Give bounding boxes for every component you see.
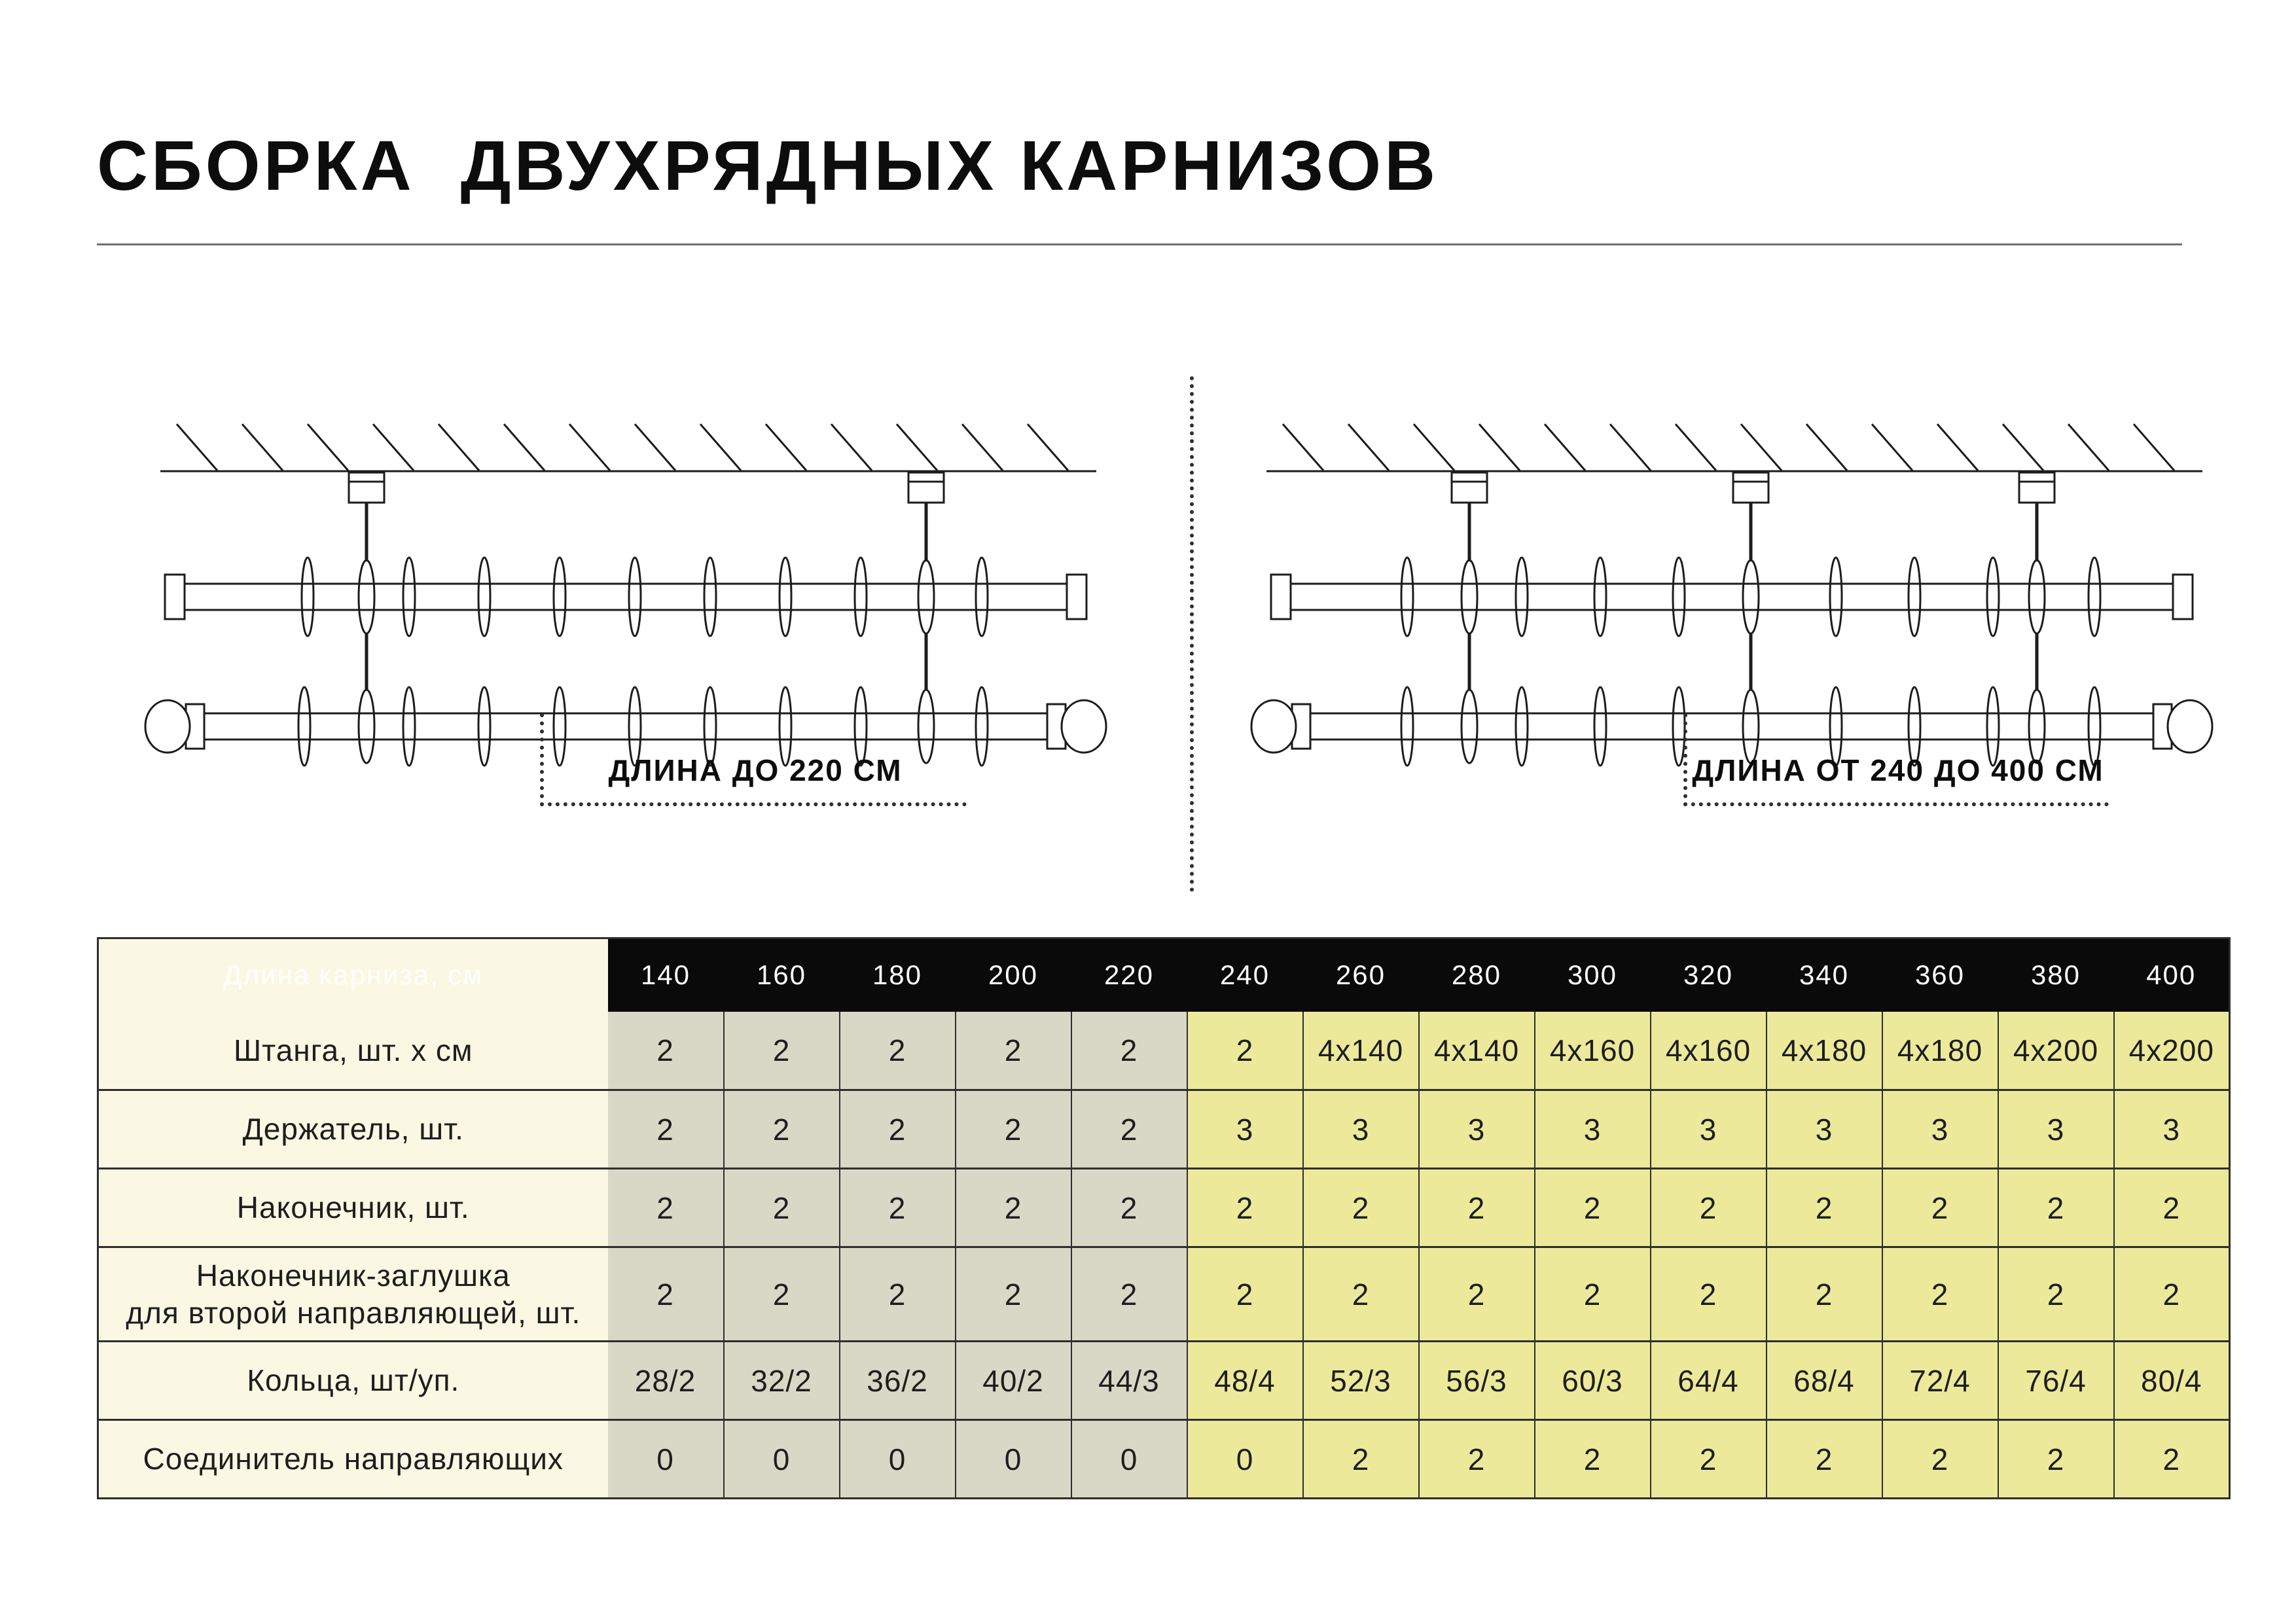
column-header: 280 [1419, 938, 1535, 1012]
table-cell: 3 [2114, 1090, 2230, 1169]
table-cell: 2 [1303, 1247, 1419, 1342]
column-header: 200 [956, 938, 1071, 1012]
table-cell: 2 [724, 1090, 840, 1169]
table-cell: 56/3 [1419, 1342, 1535, 1420]
table-cell: 2 [1882, 1420, 1998, 1499]
row-label-line: Держатель, шт. [242, 1112, 464, 1147]
finial-ball-left [1251, 700, 1296, 753]
table-cell: 2 [1882, 1169, 1998, 1247]
table-cell: 2 [608, 1012, 724, 1090]
table-cell: 0 [1187, 1420, 1303, 1499]
column-header: 360 [1882, 938, 1998, 1012]
table-cell: 2 [1419, 1420, 1535, 1499]
column-header: 260 [1303, 938, 1419, 1012]
table-cell: 4x200 [1998, 1012, 2114, 1090]
table-cell: 4x160 [1651, 1012, 1767, 1090]
table-cell: 2 [1071, 1012, 1187, 1090]
table-head [98, 938, 2230, 1012]
column-header: 320 [1651, 938, 1767, 1012]
table-cell: 2 [1071, 1169, 1187, 1247]
table-cell: 3 [1998, 1090, 2114, 1169]
column-header: 240 [1187, 938, 1303, 1012]
row-label [98, 1169, 608, 1247]
column-header: 340 [1767, 938, 1882, 1012]
table-row [98, 1342, 2230, 1420]
table-cell: 2 [1419, 1247, 1535, 1342]
table-cell: 52/3 [1303, 1342, 1419, 1420]
table-cell: 2 [1187, 1247, 1303, 1342]
table-cell: 2 [1071, 1247, 1187, 1342]
table-cell: 2 [1651, 1169, 1767, 1247]
table-cell: 2 [1535, 1420, 1651, 1499]
table-cell: 4x180 [1882, 1012, 1998, 1090]
table-cell: 3 [1651, 1090, 1767, 1169]
table-cell: 2 [840, 1247, 956, 1342]
table-cell: 2 [724, 1012, 840, 1090]
table-cell: 4x180 [1767, 1012, 1882, 1090]
table-cell: 60/3 [1535, 1342, 1651, 1420]
table-cell: 2 [608, 1169, 724, 1247]
table-cell: 2 [1998, 1247, 2114, 1342]
page-title: СБОРКА ДВУХРЯДНЫХ КАРНИЗОВ [97, 126, 1439, 205]
diagram-divider [1190, 376, 1194, 892]
row-label [98, 1420, 608, 1499]
table-cell: 0 [840, 1420, 956, 1499]
top-rail [165, 558, 1086, 636]
table-cell: 76/4 [1998, 1342, 2114, 1420]
row-label-line: Штанга, шт. х см [234, 1033, 473, 1067]
table-cell: 2 [1303, 1420, 1419, 1499]
caption-short-length [540, 713, 967, 806]
table-cell: 40/2 [956, 1342, 1071, 1420]
table-cell: 0 [724, 1420, 840, 1499]
row-label-line: Соединитель направляющих [143, 1442, 564, 1476]
table-row [98, 1420, 2230, 1499]
table-cell: 2 [1651, 1247, 1767, 1342]
row-label-line: Наконечник-заглушка [196, 1258, 511, 1293]
table-cell: 64/4 [1651, 1342, 1767, 1420]
table-cell: 2 [840, 1090, 956, 1169]
table-cell: 3 [1535, 1090, 1651, 1169]
table-cell: 2 [956, 1012, 1071, 1090]
header-row [98, 938, 2230, 1012]
table-cell: 3 [1187, 1090, 1303, 1169]
assembly-table [97, 937, 2231, 1499]
finial-ball-right [2168, 700, 2212, 753]
table-cell: 68/4 [1767, 1342, 1882, 1420]
table-row [98, 1169, 2230, 1247]
row-label [98, 1247, 608, 1342]
table-cell: 2 [1303, 1169, 1419, 1247]
caption-short-length-text: ДЛИНА ДО 220 СМ [608, 753, 903, 787]
table-cell: 48/4 [1187, 1342, 1303, 1420]
table-cell: 32/2 [724, 1342, 840, 1420]
column-header: 400 [2114, 938, 2230, 1012]
table-cell: 36/2 [840, 1342, 956, 1420]
table-cell: 72/4 [1882, 1342, 1998, 1420]
table-cell: 2 [2114, 1420, 2230, 1499]
table-cell: 2 [956, 1247, 1071, 1342]
title-rule [97, 243, 2182, 245]
table-cell: 0 [956, 1420, 1071, 1499]
table-cell: 2 [1535, 1247, 1651, 1342]
table-cell: 4x200 [2114, 1012, 2230, 1090]
table-cell: 2 [1535, 1169, 1651, 1247]
table-cell: 2 [1767, 1169, 1882, 1247]
ceiling-hatch [1266, 424, 2202, 471]
column-header: 160 [724, 938, 840, 1012]
table-cell: 2 [1071, 1090, 1187, 1169]
table-cell: 0 [1071, 1420, 1187, 1499]
caption-long-length-text: ДЛИНА ОТ 240 ДО 400 СМ [1692, 753, 2104, 787]
table-cell: 2 [608, 1090, 724, 1169]
table-cell: 3 [1419, 1090, 1535, 1169]
table-cell: 2 [840, 1169, 956, 1247]
row-label [98, 1012, 608, 1090]
ceiling-brackets [1452, 473, 2054, 690]
table-cell: 44/3 [1071, 1342, 1187, 1420]
table-cell: 4x140 [1303, 1012, 1419, 1090]
finial-ball-right [1062, 700, 1106, 753]
table-cell: 2 [1187, 1169, 1303, 1247]
table-row [98, 1090, 2230, 1169]
table-cell: 2 [956, 1090, 1071, 1169]
ceiling-hatch [160, 424, 1096, 471]
table-cell: 2 [608, 1247, 724, 1342]
table-cell: 2 [1419, 1169, 1535, 1247]
table-cell: 2 [2114, 1247, 2230, 1342]
table-row [98, 1012, 2230, 1090]
column-header: 180 [840, 938, 956, 1012]
table-body [98, 1012, 2230, 1499]
table-cell: 2 [1882, 1247, 1998, 1342]
table-cell: 2 [2114, 1169, 2230, 1247]
table-cell: 3 [1767, 1090, 1882, 1169]
table-cell: 2 [1187, 1012, 1303, 1090]
column-header: 220 [1071, 938, 1187, 1012]
table-cell: 2 [1998, 1169, 2114, 1247]
caption-long-length [1683, 713, 2109, 806]
row-label-line: Наконечник, шт. [236, 1190, 470, 1225]
top-rail [1271, 558, 2193, 636]
row-label-line: Кольца, шт/уп. [247, 1363, 460, 1398]
row-label-line: для второй направляющей, шт. [126, 1295, 581, 1330]
column-header: 300 [1535, 938, 1651, 1012]
table-cell: 2 [1998, 1420, 2114, 1499]
column-header: 380 [1998, 938, 2114, 1012]
column-header: 140 [608, 938, 724, 1012]
table-cell: 80/4 [2114, 1342, 2230, 1420]
table-cell: 0 [608, 1420, 724, 1499]
table-cell: 2 [1651, 1420, 1767, 1499]
table-cell: 2 [1767, 1420, 1882, 1499]
column-header-label: Длина карниза, см [98, 938, 608, 1012]
table-cell: 28/2 [608, 1342, 724, 1420]
table-cell: 4x160 [1535, 1012, 1651, 1090]
table-cell: 4x140 [1419, 1012, 1535, 1090]
table-cell: 2 [956, 1169, 1071, 1247]
table-row [98, 1247, 2230, 1342]
table-cell: 2 [1767, 1247, 1882, 1342]
row-label [98, 1342, 608, 1420]
finial-ball-left [145, 700, 190, 753]
table-cell: 2 [840, 1012, 956, 1090]
table-cell: 2 [724, 1169, 840, 1247]
table-cell: 2 [724, 1247, 840, 1342]
table-cell: 3 [1882, 1090, 1998, 1169]
table-cell: 3 [1303, 1090, 1419, 1169]
row-label [98, 1090, 608, 1169]
